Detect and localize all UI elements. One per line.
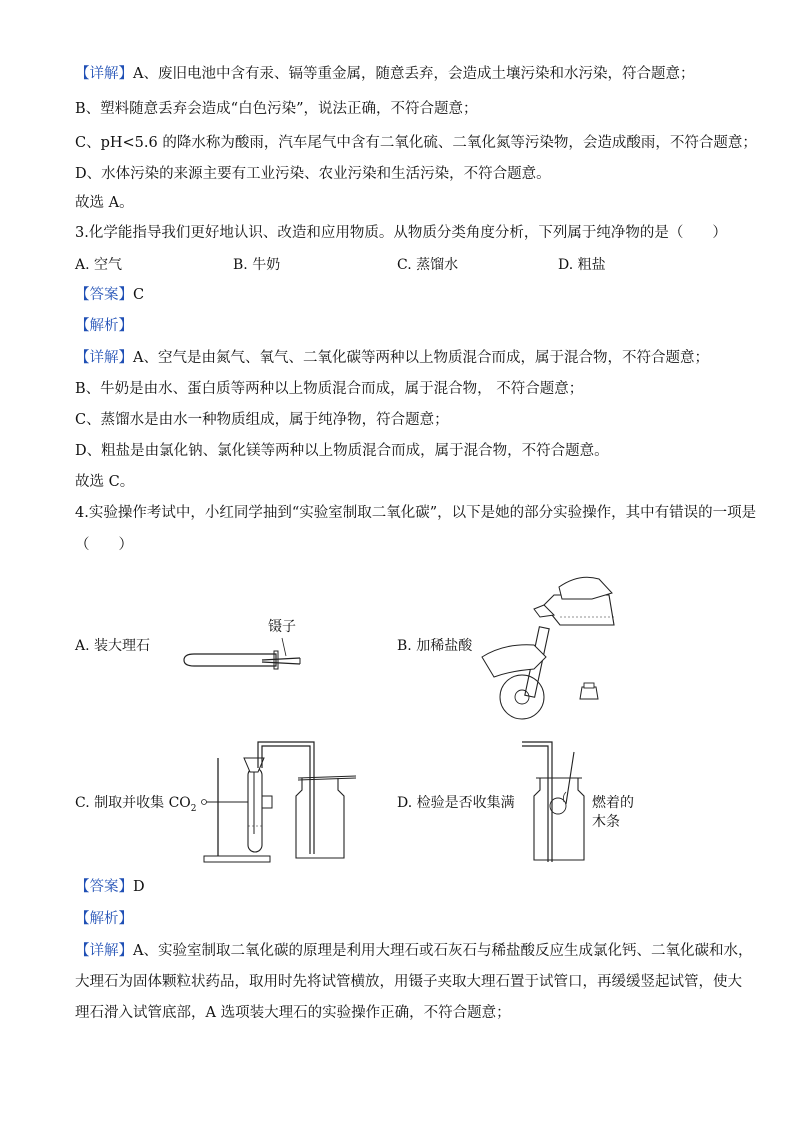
- q3-option-d: D. 粗盐: [558, 257, 606, 273]
- analysis-3-heading: 【解析】: [75, 318, 133, 334]
- stick-label-line2: 木条: [592, 814, 620, 830]
- q3-option-b: B. 牛奶: [233, 257, 281, 273]
- detail-4-a: 【详解】A、实验室制取二氧化碳的原理是利用大理石或石灰石与稀盐酸反应生成氯化钙、二氧化碳和水，: [75, 943, 753, 959]
- stick-label-line1: 燃着的: [592, 795, 634, 811]
- detail-4-c: 理石滑入试管底部，A 选项装大理石的实验操作正确，不符合题意；: [75, 1005, 511, 1021]
- detail-tag: 【详解】: [75, 66, 133, 82]
- choose-answer-line: 故选 A。: [75, 195, 134, 211]
- explanation-line-d: D、水体污染的来源主要有工业污染、农业污染和生活污染，不符合题意。: [75, 166, 551, 182]
- detail-3-d: D、粗盐是由氯化钠、氯化镁等两种以上物质混合而成，属于混合物，不符合题意。: [75, 443, 609, 459]
- detail-3-a: 【详解】A、空气是由氮气、氧气、二氧化碳等两种以上物质混合而成，属于混合物，不符合题意；: [75, 350, 709, 366]
- question-4: 4.实验操作考试中，小红同学抽到“实验室制取二氧化碳”，以下是她的部分实验操作，其中有错误的一项是: [75, 505, 757, 521]
- detail-4-b: 大理石为固体颗粒状药品，取用时先将试管横放，用镊子夹取大理石置于试管口，再缓缓竖起试管，使大: [75, 974, 742, 990]
- q4-option-d: D. 检验是否收集满: [397, 795, 515, 811]
- choose-answer-3: 故选 C。: [75, 474, 135, 490]
- burning-stick-check-figure: [518, 738, 588, 866]
- q4-option-c: C. 制取并收集 $CO_2$: [75, 795, 197, 814]
- co2-apparatus-figure: [198, 738, 368, 866]
- q4-option-b: B. 加稀盐酸: [397, 638, 473, 654]
- analysis-4-heading: 【解析】: [75, 911, 133, 927]
- test-tube-tweezers-figure: [180, 616, 330, 676]
- answer-3: 【答案】C: [75, 287, 145, 303]
- q4-option-a: A. 装大理石: [75, 638, 151, 654]
- q3-option-c: C. 蒸馏水: [397, 257, 459, 273]
- explanation-line-a: 【详解】A、废旧电池中含有汞、镉等重金属，随意丢弃，会造成土壤污染和水污染，符合题意；: [75, 66, 695, 82]
- explanation-line-b: B、塑料随意丢弃会造成“白色污染”，说法正确，不符合题意；: [75, 101, 478, 117]
- detail-3-b: B、牛奶是由水、蛋白质等两种以上物质混合而成，属于混合物， 不符合题意；: [75, 381, 584, 397]
- tweezers-label: 镊子: [268, 619, 296, 635]
- explanation-line-c: C、pH<5.6 的降水称为酸雨，汽车尾气中含有二氧化硫、二氧化氮等污染物，会造成酸雨，不符合题意；: [75, 135, 757, 151]
- answer-4: 【答案】D: [75, 879, 145, 895]
- detail-3-c: C、蒸馏水是由水一种物质组成，属于纯净物，符合题意；: [75, 412, 449, 428]
- question-3: 3.化学能指导我们更好地认识、改造和应用物质。从物质分类角度分析，下列属于纯净物的是（ ）: [75, 225, 727, 241]
- question-4-paren: （ ）: [75, 537, 133, 553]
- pour-acid-figure: [474, 565, 624, 725]
- q3-option-a: A. 空气: [75, 257, 123, 273]
